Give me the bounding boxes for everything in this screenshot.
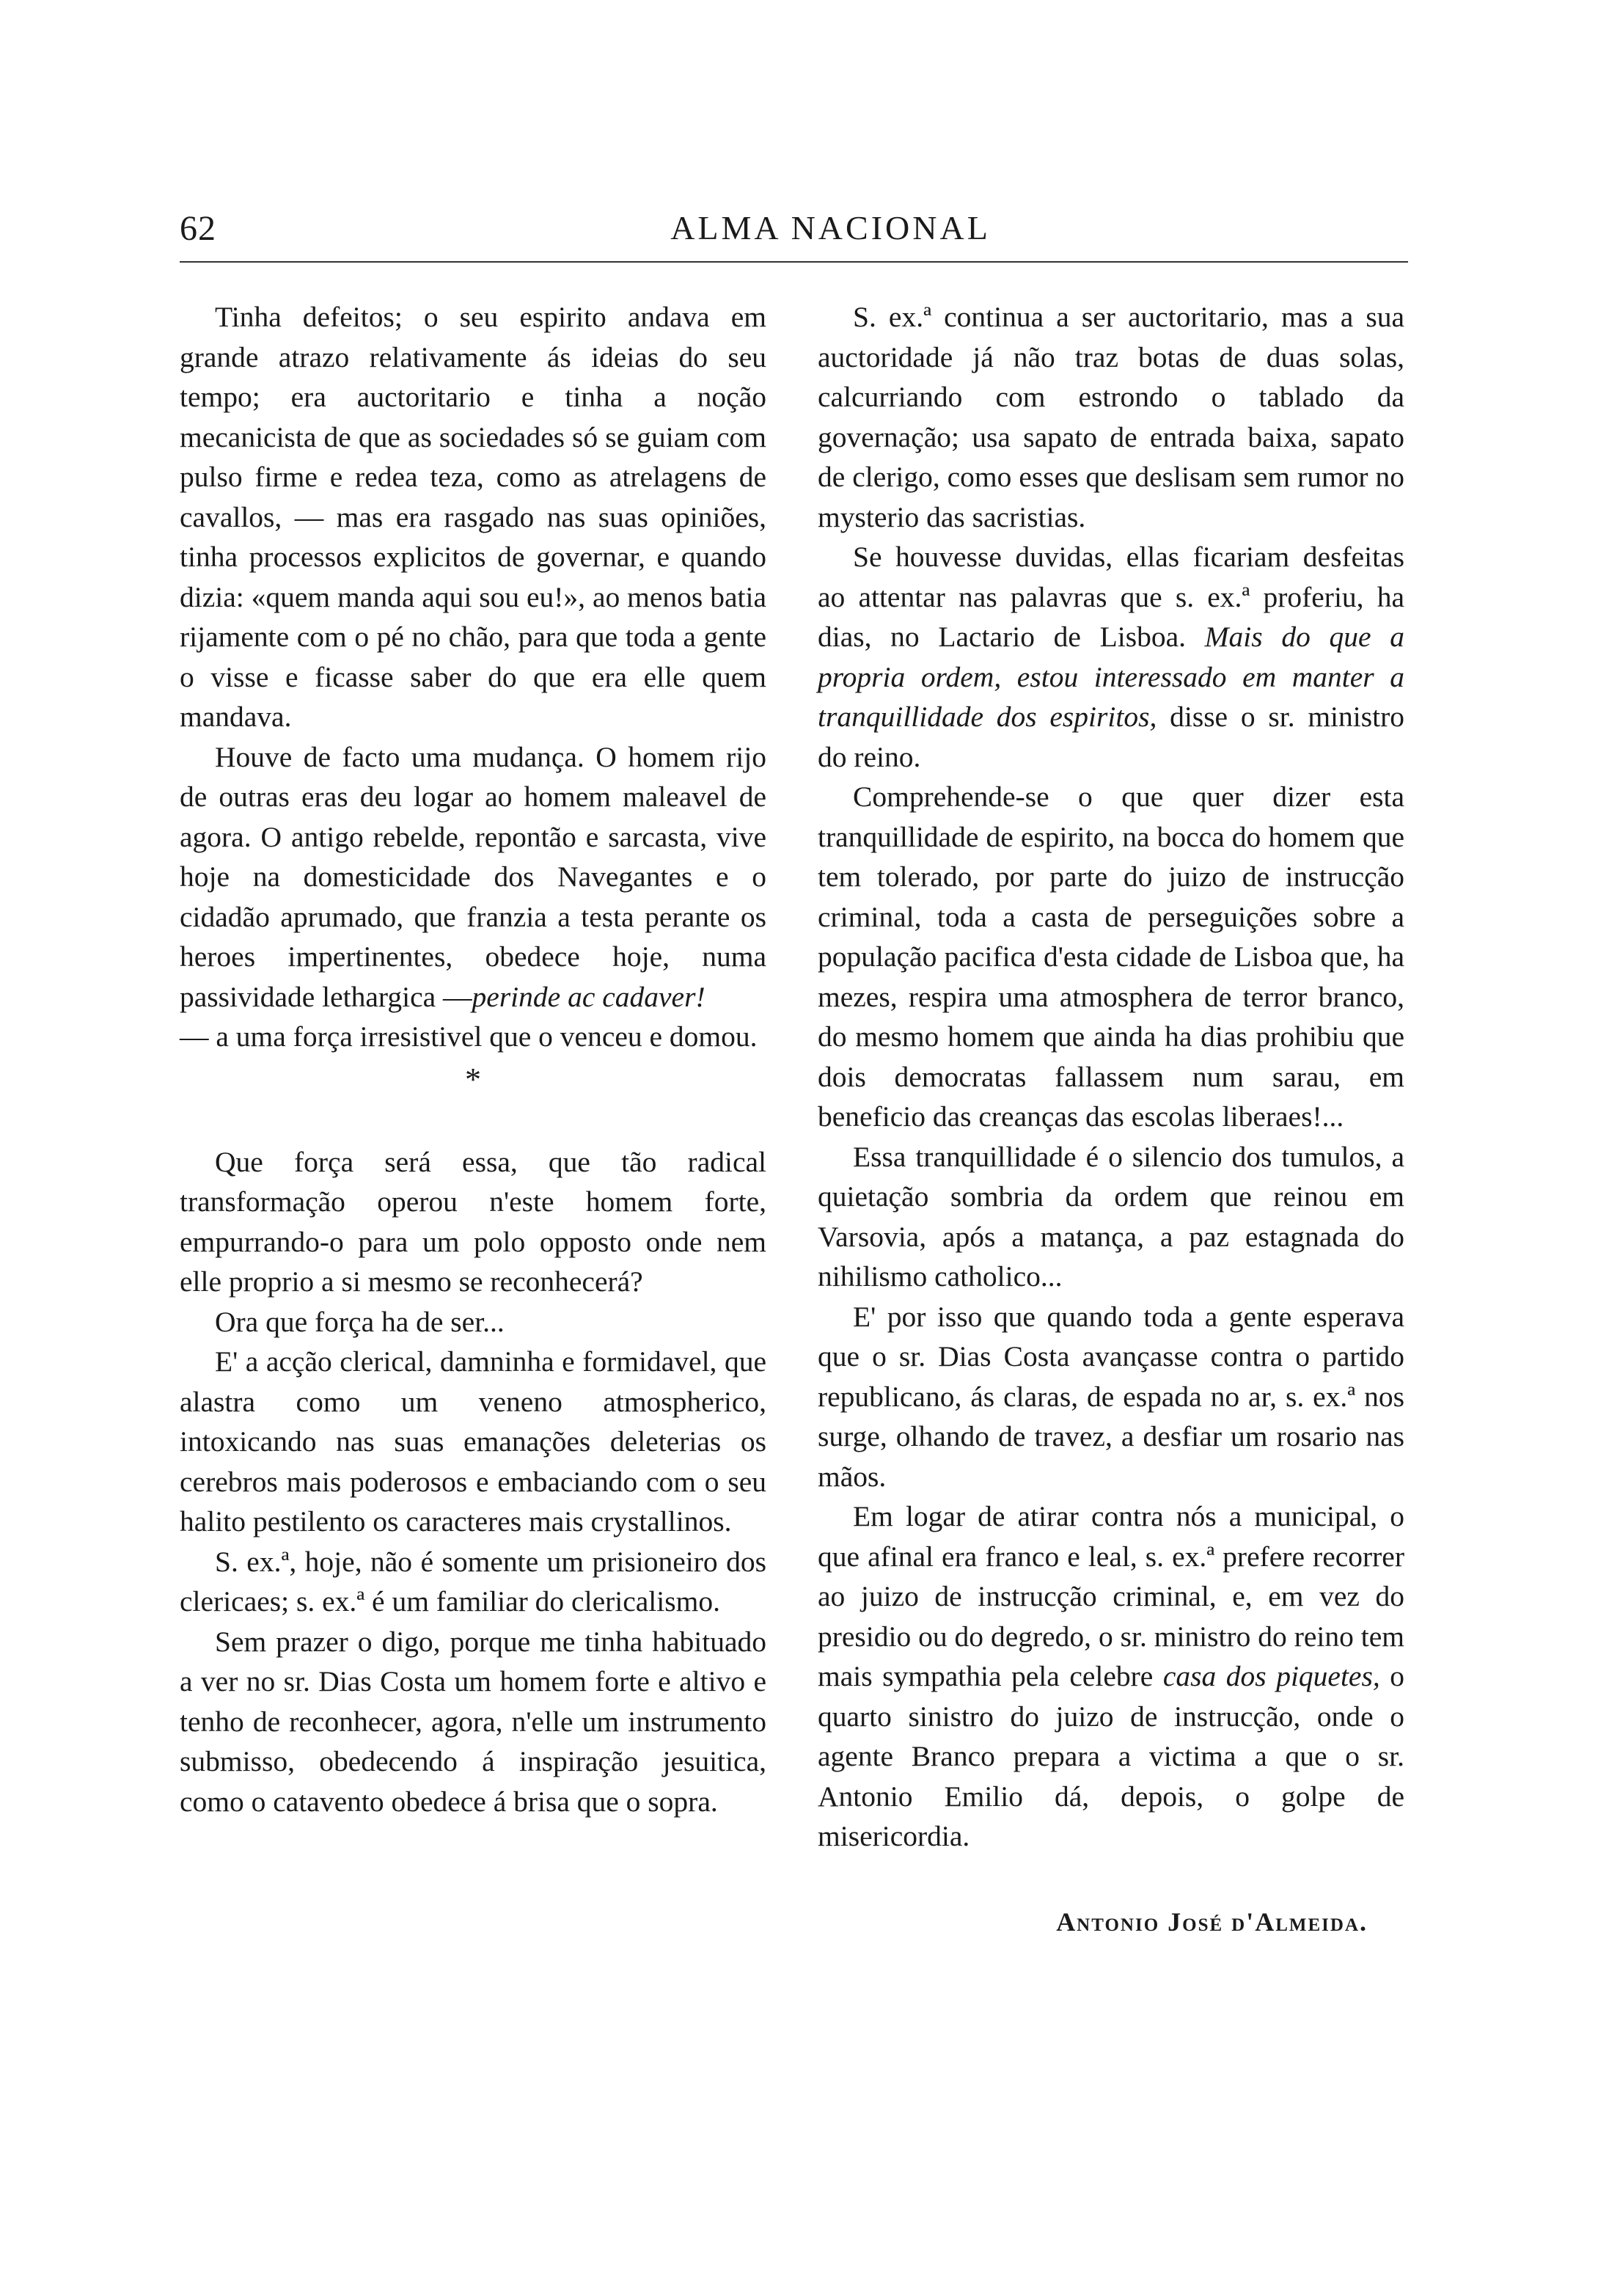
paragraph-text: Em logar de atirar contra nós a municipal, o que afinal era franco e leal, s. ex.ª prefere recorrer ao juizo de instrucção criminal, e, em vez do presidio ou do degredo, o sr. ministro do reino tem mais sympathia pela celebre [818,1500,1404,1692]
page-number: 62 [180,209,216,248]
quoted-speech: Mais do que a propria ordem, estou interessado em manter a tranquillidade dos espiritos, [818,621,1404,733]
right-column [818,297,1404,1942]
page-header [180,204,1408,255]
paragraph: Essa tranquillidade é o silencio dos tumulos, a quietação sombria da ordem que reinou em Varsovia, após a matança, a paz estagnada do nihilismo catholico... [818,1140,1404,1293]
paragraph: Sem prazer o digo, porque me tinha habituado a ver no sr. Dias Costa um homem forte e altivo e tenho de reconhecer, agora, n'elle um instrumento submisso, obedecendo á inspiração jesuitica, como o catavento obedece á brisa que o sopra. [180,1625,766,1818]
paragraph: Ora que força ha de ser... [215,1305,505,1338]
author-signature: Antonio José d'Almeida. [1056,1906,1368,1937]
section-asterism: * [465,1061,481,1097]
paragraph-text: Houve de facto uma mudança. O homem rijo de outras eras deu logar ao homem maleavel de agora. O antigo rebelde, repontão e sarcasta, vive hoje na domesticidade dos Navegantes e o cidadão aprumado, que franzia a testa perante os heroes impertinentes, obedece hoje, numa passividade lethargica — [180,740,766,1013]
header-rule [180,261,1408,263]
paragraph [818,1496,1404,1857]
left-column [180,297,766,1821]
paragraph-text: — a uma força irresistivel que o venceu e domou. [180,1020,758,1053]
running-title: ALMA NACIONAL [670,209,991,246]
paragraph [180,737,766,1057]
latin-phrase: perinde ac cadaver! [472,980,705,1013]
paragraph-text: Se houvesse duvidas, ellas ficariam desfeitas ao attentar nas palavras que s. ex.ª proferiu, ha dias, no Lactario de Lisboa. [818,541,1404,653]
paragraph: S. ex.ª continua a ser auctoritario, mas a sua auctoridade já não traz botas de duas solas, calcurriando com estrondo o tablado da governação; usa sapato de entrada baixa, sapato de clerigo, como esses que deslisam sem rumor no mysterio das sacristias. [818,301,1404,533]
paragraph: Tinha defeitos; o seu espirito andava em grande atrazo relativamente ás ideias do seu tempo; era auctoritario e tinha a noção mecanicista de que as sociedades só se guiam com pulso firme e redea teza, como as atrelagens de cavallos, — mas era rasgado nas suas opiniões, tinha processos explicitos de governar, e quando dizia: «quem manda aqui sou eu!», ao menos batia rijamente com o pé no chão, para que toda a gente o visse e ficasse saber do que era elle quem mandava. [180,301,766,733]
paragraph-text: disse o sr. ministro do reino. [818,701,1404,773]
paragraph: E' a acção clerical, damninha e formidavel, que alastra como um veneno atmospherico, intoxicando nas suas emanações deleterias os cerebros mais poderosos e embaciando com o seu halito pestilento os caracteres mais crystallinos. [180,1345,766,1538]
paragraph-text: o quarto sinistro do juizo de instrucção, onde o agente Branco prepara a victima a que o sr. Antonio Emilio dá, depois, o golpe de misericordia. [818,1660,1404,1852]
place-name: casa dos piquetes, [1162,1660,1380,1692]
paragraph [818,537,1404,777]
paragraph: Comprehende-se o que quer dizer esta tranquillidade de espirito, na bocca do homem que tem tolerado, por parte do juizo de instrucção criminal, toda a casta de perseguições sobre a população pacifica d'esta cidade de Lisboa que, ha mezes, respira uma atmosphera de terror branco, do mesmo homem que ainda ha dias prohibiu que dois democratas fallassem num sarau, em beneficio das creanças das escolas liberaes!... [818,780,1404,1133]
paragraph: Que força será essa, que tão radical transformação operou n'este homem forte, empurrando-o para um polo opposto onde nem elle proprio a si mesmo se reconhecerá? [180,1145,766,1298]
paragraph: S. ex.ª, hoje, não é somente um prisioneiro dos clericaes; s. ex.ª é um familiar do clericalismo. [180,1545,766,1617]
paragraph: E' por isso que quando toda a gente esperava que o sr. Dias Costa avançasse contra o partido republicano, ás claras, de espada no ar, s. ex.ª nos surge, olhando de travez, a desfiar um rosario nas mãos. [818,1300,1404,1493]
